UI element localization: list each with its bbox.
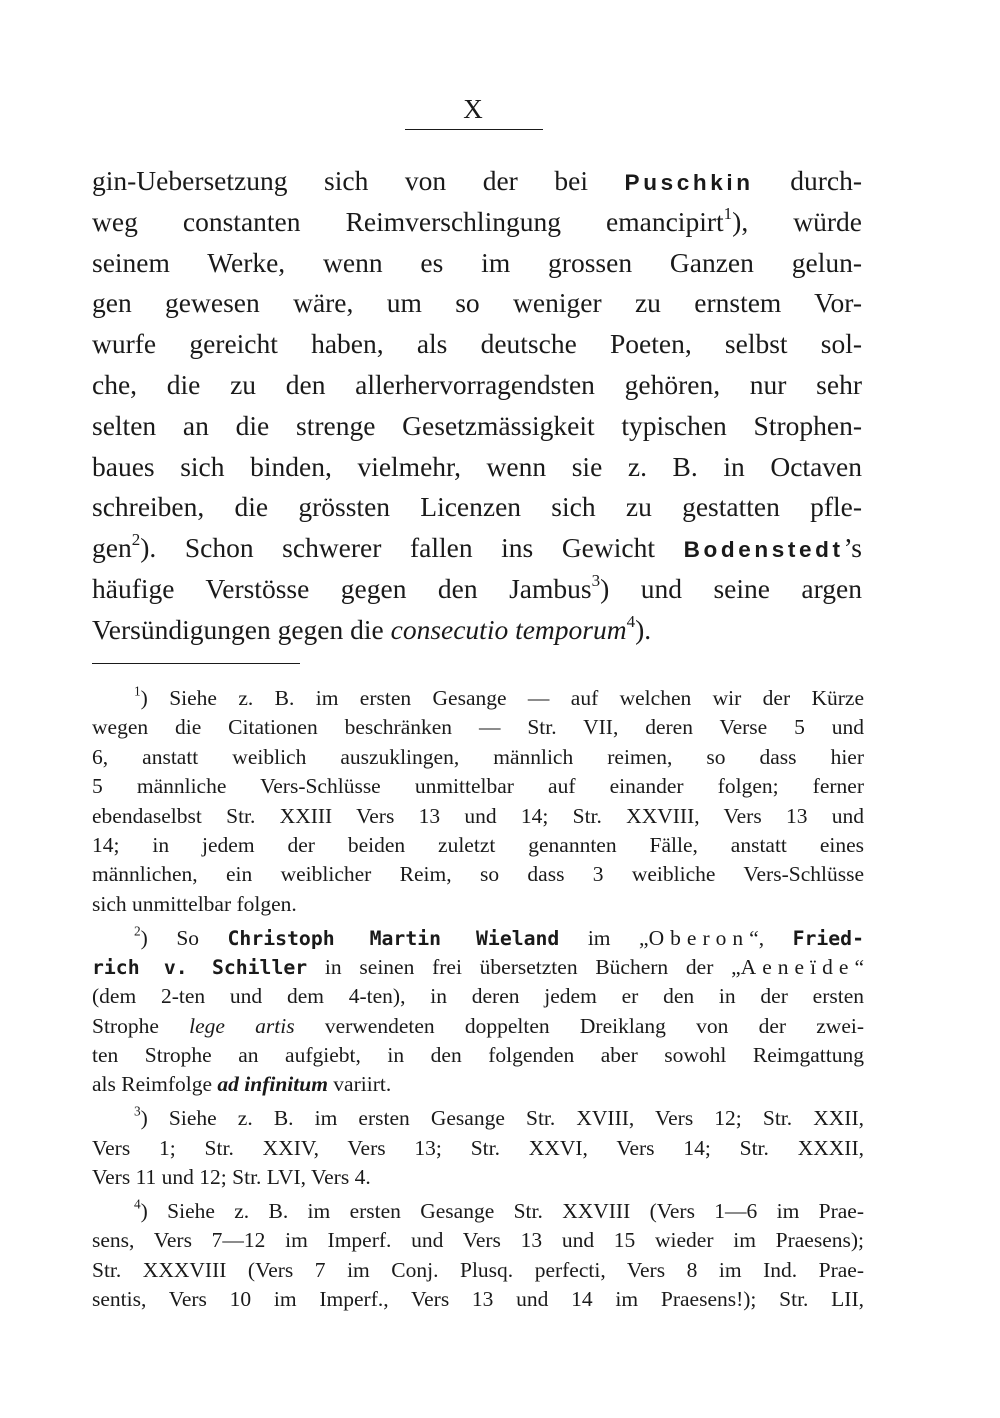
footnote-line: 6, anstatt weiblich auszuklingen, männlich reimen, so dass hier bbox=[92, 744, 864, 769]
text-line: seinem Werke, wenn es im grossen Ganzen gelun- bbox=[92, 246, 862, 278]
footnote-line: Vers 11 und 12; Str. LVI, Vers 4. bbox=[92, 1165, 371, 1190]
footnote-line: sich unmittelbar folgen. bbox=[92, 891, 297, 916]
footnote-line: 14; in jedem der beiden zuletzt genannten Fälle, anstatt eines bbox=[92, 832, 864, 857]
latin-phrase: ad infinitum bbox=[217, 1072, 328, 1097]
footnote-ref: 1 bbox=[723, 203, 733, 223]
author-name-schiller-part: Fried- bbox=[792, 926, 864, 950]
footnote-line: $^3$) Siehe z. B. im ersten Gesange Str. XVIII, Vers 12; Str. XXII, bbox=[134, 1103, 864, 1131]
author-name-puschkin: Puschkin bbox=[624, 170, 754, 195]
author-name-schiller: rich v. Schiller bbox=[92, 955, 308, 979]
footnote-line: $^4$) Siehe z. B. im ersten Gesange Str. XXVIII (Vers 1—6 im Prae- bbox=[134, 1196, 864, 1223]
footnote-line: rich v. Schiller in seinen frei übersetzten Büchern der „Aeneïde“ bbox=[92, 954, 864, 979]
text-line: che, die zu den allerhervorragendsten gehören, nur sehr bbox=[92, 368, 862, 400]
footnote-ref: 4 bbox=[626, 611, 636, 631]
latin-phrase: consecutio temporum bbox=[390, 613, 627, 645]
footnote-line: männlichen, ein weiblicher Reim, so dass 3 weibliche Vers-Schlüsse bbox=[92, 862, 864, 887]
text-line: häufige Verstösse gegen den Jambus$^3$) und seine argen bbox=[92, 571, 862, 604]
footnote-line: 5 männliche Vers-Schlüsse unmittelbar auf einander folgen; ferner bbox=[92, 774, 864, 799]
footnote-line: Str. XXXVIII (Vers 7 im Conj. Plusq. perfecti, Vers 8 im Ind. Prae- bbox=[92, 1257, 864, 1282]
text-line: schreiben, die grössten Licenzen sich zu gestatten pfle- bbox=[92, 491, 862, 523]
work-title-aeneide: Aeneïde bbox=[740, 954, 855, 979]
text-line: Versündigungen gegen die consecutio temporum$^4$). bbox=[92, 611, 652, 645]
footnote-mark: 2 bbox=[134, 923, 141, 939]
footnote-mark: 3 bbox=[134, 1103, 141, 1119]
footnote-line: ebendaselbst Str. XXIII Vers 13 und 14; Str. XXVIII, Vers 13 und bbox=[92, 803, 864, 828]
footnote-line: ten Strophe an aufgiebt, in den folgenden aber sowohl Reimgattung bbox=[92, 1043, 864, 1068]
footnote-mark: 4 bbox=[134, 1196, 141, 1212]
footnote-line: Vers 1; Str. XXIV, Vers 13; Str. XXVI, Vers 14; Str. XXXII, bbox=[92, 1135, 864, 1160]
text-line: gin-Uebersetzung sich von der bei Puschkin durch- bbox=[92, 165, 862, 196]
work-title-oberon: Oberon bbox=[648, 925, 750, 950]
footnote-line: sentis, Vers 10 im Imperf., Vers 13 und 14 im Praesens!); Str. LII, bbox=[92, 1286, 864, 1311]
footnote-line: $^1$) Siehe z. B. im ersten Gesange — auf welchen wir der Kürze bbox=[134, 683, 864, 710]
footnote-ref: 3 bbox=[591, 571, 601, 591]
text-line: gen gewesen wäre, um so weniger zu ernstem Vor- bbox=[92, 287, 862, 319]
text-line: baues sich binden, vielmehr, wenn sie z. B. in Octaven bbox=[92, 450, 862, 482]
footnote-line: (dem 2-ten und dem 4-ten), in deren jedem er den in der ersten bbox=[92, 984, 864, 1009]
author-name-wieland: Christoph Martin Wieland bbox=[227, 926, 560, 950]
page-number: X bbox=[463, 94, 485, 124]
footnote-4 bbox=[92, 1197, 864, 1315]
footnote-line: Strophe lege artis verwendeten doppelten Dreiklang von der zwei- bbox=[92, 1013, 864, 1038]
footnote-ref: 2 bbox=[131, 530, 141, 550]
text-line: weg constanten Reimverschlingung emancipirt$^1$), würde bbox=[92, 203, 862, 237]
footnote-rule bbox=[92, 663, 300, 664]
footnote-line: $^2$) So Christoph Martin Wieland im „Oberon“, Fried- bbox=[134, 923, 864, 950]
footnote-mark: 1 bbox=[134, 683, 141, 699]
footnote-2 bbox=[92, 924, 864, 1100]
author-name-bodenstedt: Bodenstedt bbox=[683, 537, 844, 563]
main-text bbox=[92, 161, 862, 651]
header-rule bbox=[405, 129, 543, 130]
text-line: selten an die strenge Gesetzmässigkeit typischen Strophen- bbox=[92, 409, 862, 441]
footnote-line: als Reimfolge ad infinitum variirt. bbox=[92, 1072, 392, 1097]
footnote-3 bbox=[92, 1104, 864, 1192]
text-line: gen$^2$). Schon schwerer fallen ins Gewicht Bodenstedt’s bbox=[92, 530, 862, 564]
latin-phrase: lege artis bbox=[189, 1013, 295, 1038]
text-line: wurfe gereicht haben, als deutsche Poeten, selbst sol- bbox=[92, 328, 862, 360]
footnotes bbox=[92, 684, 864, 1319]
footnote-line: sens, Vers 7—12 im Imperf. und Vers 13 und 15 wieder im Praesens); bbox=[92, 1228, 864, 1253]
footnote-1 bbox=[92, 684, 864, 919]
footnote-line: wegen die Citationen beschränken — Str. VII, deren Verse 5 und bbox=[92, 715, 864, 740]
